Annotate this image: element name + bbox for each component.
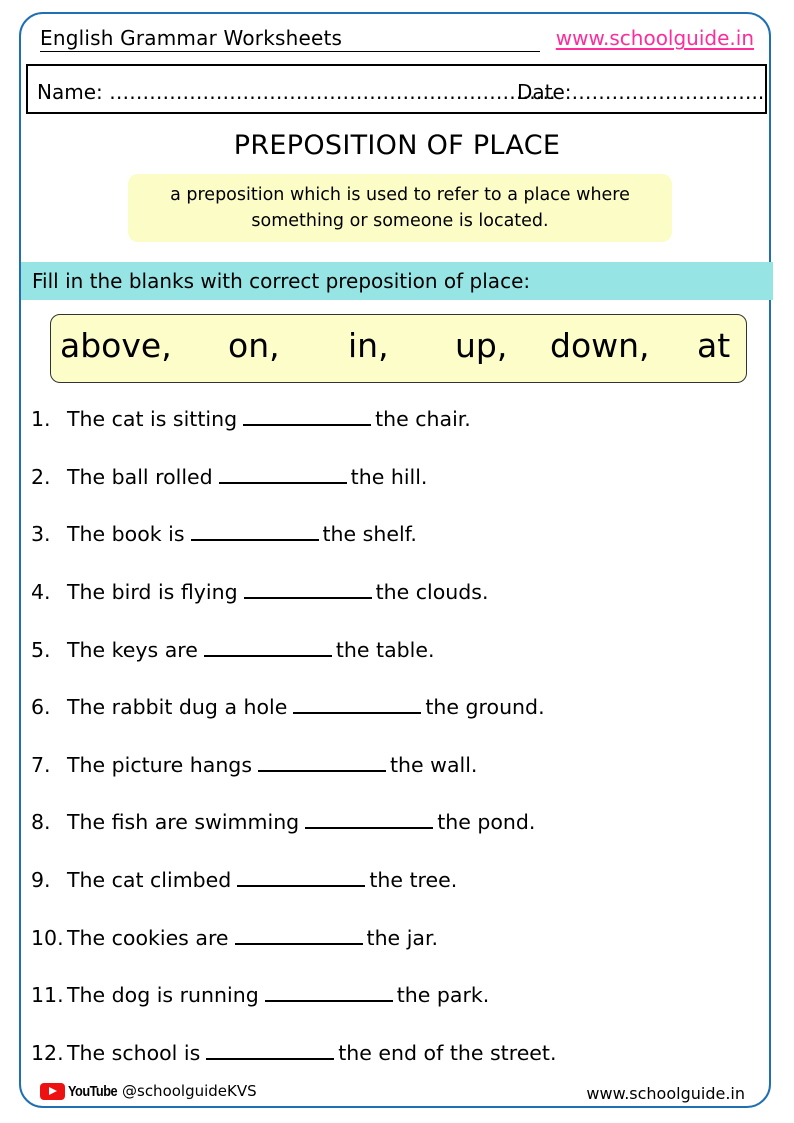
- question-number: 11.: [31, 983, 64, 1007]
- question-text-after: the end of the street.: [338, 1041, 557, 1065]
- name-field[interactable]: Name: ………………………………………………………….: [37, 80, 556, 104]
- instruction-bar: [21, 262, 773, 300]
- question-number: 4.: [31, 580, 51, 604]
- header-website-link[interactable]: www.schoolguide.in: [555, 26, 754, 50]
- answer-blank[interactable]: [258, 756, 386, 772]
- question-number: 2.: [31, 465, 51, 489]
- question-text-before: The cookies are: [67, 926, 229, 950]
- question-text-before: The rabbit dug a hole: [67, 695, 288, 719]
- question-text-before: The ball rolled: [67, 465, 213, 489]
- question-item: [31, 810, 535, 834]
- question-item: [31, 580, 488, 604]
- question-number: 8.: [31, 810, 51, 834]
- definition-box: [128, 174, 672, 242]
- youtube-handle: @schoolguideKVS: [122, 1082, 257, 1100]
- youtube-channel-link[interactable]: [40, 1082, 257, 1100]
- question-number: 7.: [31, 753, 51, 777]
- answer-blank[interactable]: [265, 986, 393, 1002]
- question-text-after: the hill.: [350, 465, 428, 489]
- answer-blank[interactable]: [305, 813, 433, 829]
- question-item: [31, 868, 457, 892]
- definition-line-2: something or someone is located.: [251, 211, 549, 231]
- answer-blank[interactable]: [206, 1044, 334, 1060]
- question-text-after: the shelf.: [322, 522, 417, 546]
- footer-website-link[interactable]: www.schoolguide.in: [586, 1084, 745, 1103]
- youtube-wordmark: YouTube: [68, 1082, 118, 1100]
- question-text-before: The keys are: [67, 638, 198, 662]
- answer-blank[interactable]: [237, 871, 365, 887]
- question-item: [31, 926, 438, 950]
- question-item: [31, 983, 489, 1007]
- youtube-logo-icon: [40, 1083, 65, 1100]
- question-item: [31, 1041, 556, 1065]
- question-text-after: the ground.: [425, 695, 545, 719]
- question-text-before: The book is: [67, 522, 185, 546]
- worksheet-header: [40, 26, 756, 54]
- instruction-text: Fill in the blanks with correct preposition of place:: [32, 269, 531, 293]
- question-text-before: The cat is sitting: [67, 407, 238, 431]
- word-bank-item: down,: [550, 326, 650, 365]
- answer-blank[interactable]: [204, 641, 332, 657]
- question-text-after: the chair.: [375, 407, 471, 431]
- word-bank-item: on,: [228, 326, 280, 365]
- question-item: [31, 638, 435, 662]
- question-text-after: the jar.: [366, 926, 439, 950]
- question-number: 3.: [31, 522, 51, 546]
- page-title: PREPOSITION OF PLACE: [233, 130, 561, 161]
- question-text-before: The cat climbed: [67, 868, 232, 892]
- question-item: [31, 465, 427, 489]
- date-field[interactable]: Date:………………………..: [517, 80, 765, 104]
- answer-blank[interactable]: [244, 583, 372, 599]
- question-text-after: the park.: [396, 983, 490, 1007]
- question-text-before: The dog is running: [67, 983, 259, 1007]
- definition-line-1: a preposition which is used to refer to a place where: [170, 185, 630, 205]
- question-text-before: The fish are swimming: [67, 810, 300, 834]
- word-bank-item: above,: [60, 326, 172, 365]
- question-text-after: the table.: [335, 638, 435, 662]
- answer-blank[interactable]: [219, 468, 347, 484]
- word-bank: [50, 314, 747, 383]
- question-text-after: the pond.: [437, 810, 536, 834]
- question-item: [31, 753, 477, 777]
- word-bank-item: at: [697, 326, 731, 365]
- question-item: [31, 407, 471, 431]
- word-bank-item: up,: [455, 326, 508, 365]
- question-number: 9.: [31, 868, 51, 892]
- answer-blank[interactable]: [235, 929, 363, 945]
- student-info-box: [26, 64, 767, 114]
- question-text-after: the clouds.: [375, 580, 489, 604]
- answer-blank[interactable]: [293, 698, 421, 714]
- question-text-after: the wall.: [390, 753, 478, 777]
- question-text-after: the tree.: [369, 868, 458, 892]
- question-item: [31, 522, 417, 546]
- answer-blank[interactable]: [191, 525, 319, 541]
- question-text-before: The school is: [67, 1041, 201, 1065]
- question-number: 1.: [31, 407, 51, 431]
- question-text-before: The picture hangs: [67, 753, 253, 777]
- answer-blank[interactable]: [243, 410, 371, 426]
- header-title: English Grammar Worksheets: [40, 26, 343, 50]
- question-number: 5.: [31, 638, 51, 662]
- question-number: 10.: [31, 926, 64, 950]
- question-item: [31, 695, 545, 719]
- question-number: 12.: [31, 1041, 64, 1065]
- header-underline: [40, 51, 540, 52]
- word-bank-item: in,: [348, 326, 389, 365]
- question-number: 6.: [31, 695, 51, 719]
- question-text-before: The bird is flying: [67, 580, 238, 604]
